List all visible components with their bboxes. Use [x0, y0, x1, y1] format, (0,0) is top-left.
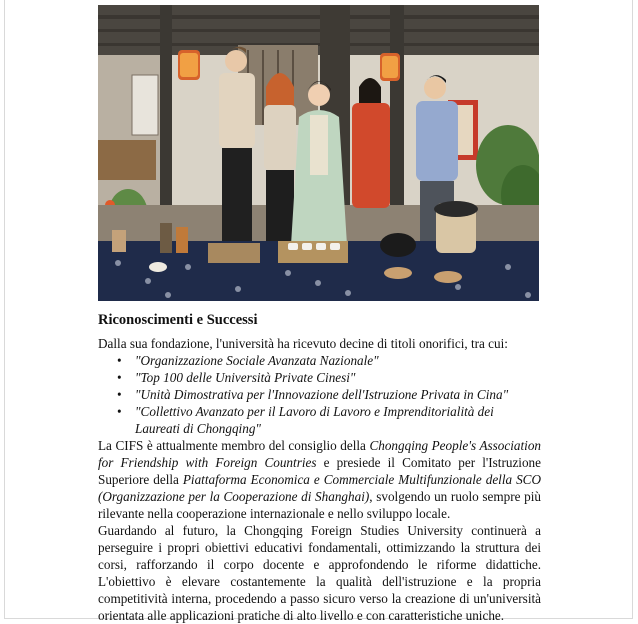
membership-text-a: La CIFS è attualmente membro del consiglio della: [98, 438, 370, 453]
membership-text-e: , svolgendo un ruolo sempre più rilevante nella cooperazione internazionale e nello sviluppo locale.: [98, 489, 541, 521]
section-heading: Riconoscimenti e Successi: [98, 312, 258, 328]
intro-paragraph: Dalla sua fondazione, l'università ha ricevuto decine di titoli onorifici, tra cui:: [98, 336, 508, 351]
group-photo: [98, 5, 539, 301]
sco-platform-name: Piattaforma Economica e Commerciale Multifunzionale della SCO (Organizzazione per la Cooperazione di Shanghai): [98, 472, 541, 504]
list-item: • "Collettivo Avanzato per il Lavoro di Lavoro e Imprenditorialità dei Laureati di Chongqing": [135, 403, 541, 437]
photo-illustration: [98, 5, 539, 301]
association-name: Chongqing People's Association for Friendship with Foreign Countries: [98, 438, 542, 470]
list-item: • "Organizzazione Sociale Avanzata Nazionale": [135, 352, 541, 369]
future-paragraph: Guardando al futuro, la Chongqing Foreign Studies University continuerà a perseguire i propri obiettivi educativi fondamentali, ottimizzando la struttura dei corsi, rafforzando il corpo docente e approfondendo le riforme didattiche. L'obiettivo è elevare costantemente la qualità dell'istruzione e la propria competitività interna, procedendo a passo sicuro verso la creazione di un'università orientata alle applicazioni pratiche di alto livello e con caratteristiche uniche.: [98, 523, 541, 623]
honors-list: [98, 352, 541, 437]
membership-text-c: e presiede il Comitato per l'Istruzione Superiore della: [98, 455, 541, 487]
list-item: • "Unità Dimostrativa per l'Innovazione dell'Istruzione Privata in Cina": [135, 386, 541, 403]
membership-paragraph: [98, 437, 541, 522]
article-section: [98, 311, 541, 624]
list-item: • "Top 100 delle Università Private Cinesi": [135, 369, 541, 386]
